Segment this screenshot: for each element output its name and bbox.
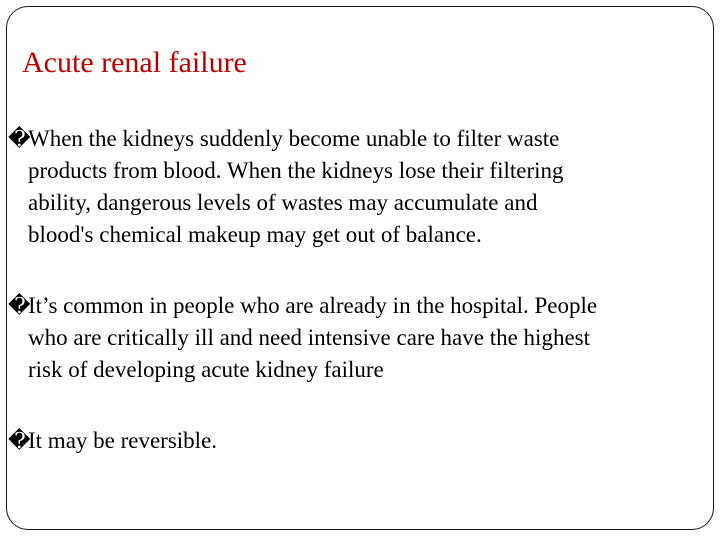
bullet-item-1 <box>8 123 698 251</box>
bullet-text-1 <box>28 123 668 251</box>
bullet-marker-icon: � <box>8 428 31 453</box>
bullet-2-line-3: risk of developing acute kidney failure <box>28 357 384 382</box>
bullet-marker-icon: � <box>8 126 31 151</box>
bullet-item-2 <box>8 290 698 386</box>
bullet-text-3 <box>28 425 698 457</box>
bullet-1-line-2: products from blood. When the kidneys lose their filtering <box>28 158 564 183</box>
bullet-1-line-1: When the kidneys suddenly become unable to filter waste <box>28 126 560 151</box>
slide-title: Acute renal failure <box>22 46 247 79</box>
bullet-item-3 <box>8 425 698 457</box>
bullet-1-line-3: ability, dangerous levels of wastes may accumulate and <box>28 190 538 215</box>
bullet-text-2 <box>28 290 688 386</box>
bullet-2-line-2: who are critically ill and need intensive care have the highest <box>28 325 590 350</box>
bullet-3-line-1: It may be reversible. <box>28 428 218 453</box>
bullet-marker-icon: � <box>8 293 31 318</box>
bullet-1-line-4: blood's chemical makeup may get out of balance. <box>28 222 482 247</box>
bullet-2-line-1: It’s common in people who are already in the hospital. People <box>28 293 598 318</box>
